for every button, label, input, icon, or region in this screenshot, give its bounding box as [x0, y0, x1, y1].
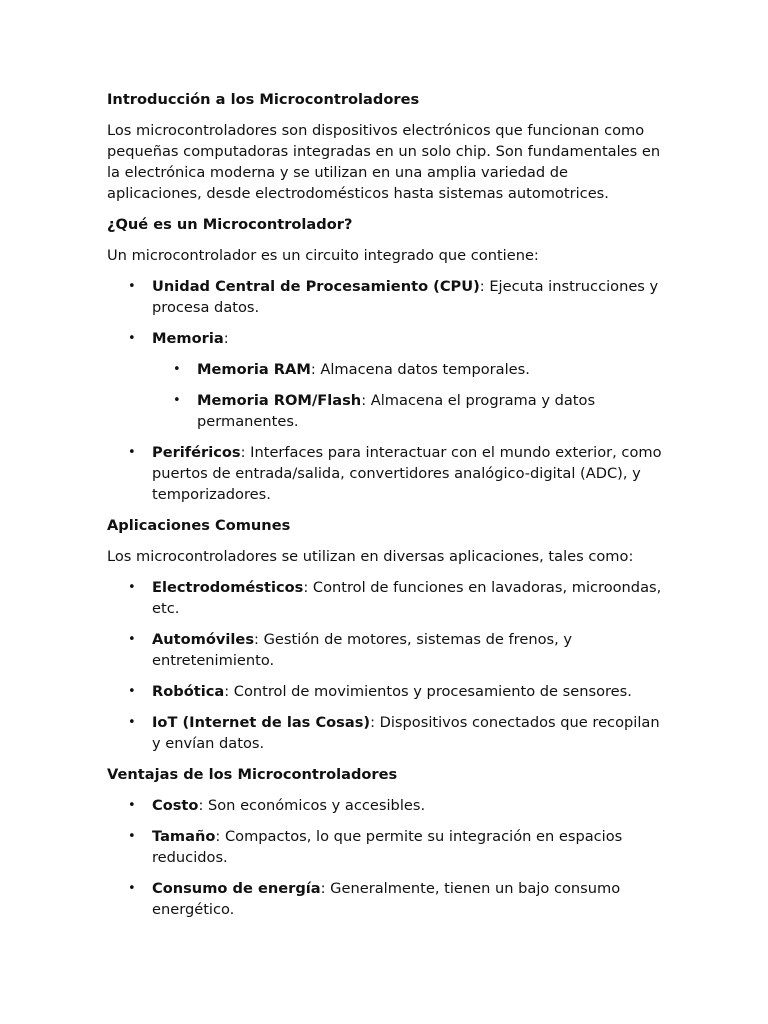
what-is-paragraph: Un microcontrolador es un circuito integrado que contiene:	[107, 247, 539, 264]
section-heading-applications: Aplicaciones Comunes	[107, 517, 291, 534]
applications-paragraph: Los microcontroladores se utilizan en diversas aplicaciones, tales como:	[107, 548, 634, 565]
item-desc: : Almacena el programa y datos permanentes.	[197, 392, 596, 430]
item-term: Electrodomésticos	[152, 579, 304, 596]
applications-list	[107, 577, 667, 754]
item-term: Automóviles	[152, 631, 255, 648]
list-item	[152, 328, 667, 432]
list-item	[152, 681, 667, 702]
item-desc: :	[223, 330, 229, 347]
item-term: Consumo de energía	[152, 880, 321, 897]
section-heading-advantages: Ventajas de los Microcontroladores	[107, 766, 398, 783]
item-desc: : Control de movimientos y procesamiento de sensores.	[224, 683, 632, 700]
list-item	[152, 577, 667, 619]
item-desc: : Dispositivos conectados que recopilan y envían datos.	[152, 714, 660, 752]
intro-paragraph: Los microcontroladores son dispositivos electrónicos que funcionan como pequeñas computadoras integradas en un solo chip. Son fundamentales en la electrónica moderna y se utilizan en una amplia variedad de aplicaciones, desde electrodomésticos hasta sistemas automotrices.	[107, 122, 661, 202]
item-term: Tamaño	[152, 828, 216, 845]
item-term: Memoria ROM/Flash	[197, 392, 362, 409]
item-desc: : Almacena datos temporales.	[310, 361, 530, 378]
section-heading-intro: Introducción a los Microcontroladores	[107, 91, 420, 108]
list-item	[152, 826, 667, 868]
list-item	[152, 629, 667, 671]
item-term: Memoria RAM	[197, 361, 311, 378]
item-term: Unidad Central de Procesamiento (CPU)	[152, 278, 480, 295]
memory-sublist	[152, 359, 667, 432]
item-term: IoT (Internet de las Cosas)	[152, 714, 371, 731]
list-item	[152, 276, 667, 318]
list-item	[152, 442, 667, 505]
list-item	[152, 878, 667, 920]
item-desc: : Ejecuta instrucciones y procesa datos.	[152, 278, 659, 316]
item-term: Periféricos	[152, 444, 241, 461]
document-page	[107, 89, 667, 930]
item-desc: : Gestión de motores, sistemas de frenos, y entretenimiento.	[152, 631, 573, 669]
sub-list-item	[197, 390, 667, 432]
item-desc: : Compactos, lo que permite su integración en espacios reducidos.	[152, 828, 623, 866]
item-desc: : Generalmente, tienen un bajo consumo energético.	[152, 880, 621, 918]
item-term: Memoria	[152, 330, 224, 347]
item-desc: : Son económicos y accesibles.	[198, 797, 426, 814]
item-term: Robótica	[152, 683, 225, 700]
section-heading-what-is: ¿Qué es un Microcontrolador?	[107, 216, 353, 233]
item-term: Costo	[152, 797, 199, 814]
list-item	[152, 712, 667, 754]
item-desc: : Control de funciones en lavadoras, microondas, etc.	[152, 579, 662, 617]
list-item	[152, 795, 667, 816]
sub-list-item	[197, 359, 667, 380]
item-desc: : Interfaces para interactuar con el mundo exterior, como puertos de entrada/salida, convertidores analógico-digital (ADC), y temporizadores.	[152, 444, 662, 503]
advantages-list	[107, 795, 667, 920]
components-list	[107, 276, 667, 505]
